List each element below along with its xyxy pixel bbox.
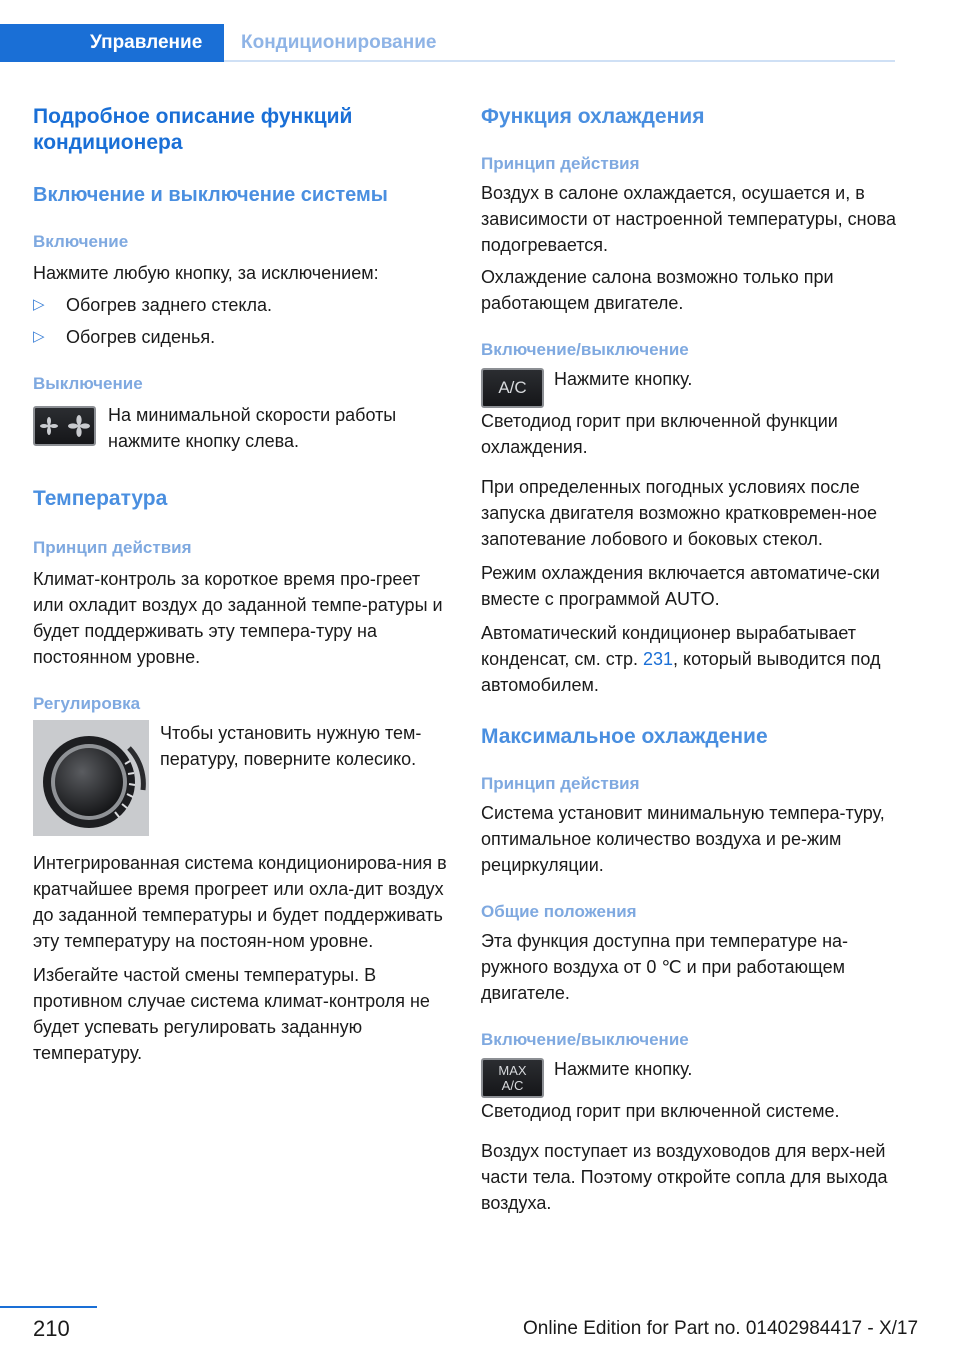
page-number: 210 <box>33 1316 70 1341</box>
condensate-text: Автоматический кондиционер вырабатывает конденсат, см. стр. 231, который выводится под автомобилем. <box>481 623 881 695</box>
ac-button-label: A/C <box>498 378 527 397</box>
integrated-text: Интегрированная система кондиционирова-ния в кратчайшее время прогреет или охла-дит воздух до заданной температуры и будет поддерживать эту температуру на постоян-ном уровне. <box>33 853 447 951</box>
header-divider <box>224 60 895 62</box>
max-ac-button-image <box>481 1058 544 1098</box>
section-tab[interactable]: Управление <box>0 24 224 62</box>
page-header <box>0 0 960 62</box>
avoid-text: Избегайте частой смены температуры. В противном случае система климат-контроля не будет успевать регулировать заданную температуру. <box>33 965 430 1063</box>
temp-heading: Температура <box>33 487 168 510</box>
adjust-heading: Регулировка <box>33 694 141 713</box>
max-onoff-heading: Включение/выключение <box>481 1030 689 1049</box>
air-text: Воздух поступает из воздуховодов для верх-ней части тела. Поэтому откройте сопла для выхода воздуха. <box>481 1141 888 1213</box>
triangle-bullet-icon: ▷ <box>33 328 45 345</box>
triangle-bullet-icon: ▷ <box>33 296 45 313</box>
cool-principle-text1: Воздух в салоне охлаждается, осушается и, в зависимости от настроенной температуры, снова подогревается. <box>481 183 896 255</box>
list-item: ▷ Обогрев сиденья. <box>33 324 448 350</box>
off-heading: Выключение <box>33 374 143 393</box>
general-text: Эта функция доступна при температуре на-ружного воздуха от 0 ℃ и при работающем двигателе. <box>481 931 849 1003</box>
max-press: Нажмите кнопку. <box>554 1059 693 1079</box>
max-principle-text: Система установит минимальную темпера-туру, оптимальное количество воздуха и ре-жим рециркуляции. <box>481 803 885 875</box>
temperature-knob-icon <box>33 720 149 836</box>
cool-led: Светодиод горит при включенной функции охлаждения. <box>481 411 838 457</box>
chapter-tab[interactable]: Кондиционирование <box>241 32 437 53</box>
temp-principle-heading: Принцип действия <box>33 538 192 557</box>
cool-principle-text2: Охлаждение салона возможно только при работающем двигателе. <box>481 267 834 313</box>
fan-off-button-image <box>33 406 96 446</box>
right-column <box>481 100 896 1216</box>
max-principle-heading: Принцип действия <box>481 774 640 793</box>
temperature-wheel-image <box>33 720 149 836</box>
cool-heading: Функция охлаждения <box>481 105 705 128</box>
temp-principle-text: Климат-контроль за короткое время про-греет или охладит воздух до заданной темпе-ратуры и будет поддерживать эту темпера-туру на постоянном уровне. <box>33 569 443 667</box>
max-heading: Максимальное охлаждение <box>481 725 768 748</box>
max-led: Светодиод горит при включенной системе. <box>481 1101 840 1121</box>
page-reference-link[interactable]: 231 <box>642 649 674 669</box>
list-item: ▷ Обогрев заднего стекла. <box>33 292 448 318</box>
section-title: Подробное описание функций кондиционера <box>33 105 353 154</box>
max-button-line2: A/C <box>501 1078 524 1093</box>
fog-text: При определенных погодных условиях после запуска двигателя возможно кратковремен-ное запотевание лобового и боковых стекол. <box>481 477 877 549</box>
adjust-text: Чтобы установить нужную тем-пературу, поверните колесико. <box>160 723 422 769</box>
ac-button-image <box>481 368 544 408</box>
max-ac-figure-row <box>481 1056 896 1098</box>
cool-onoff-heading: Включение/выключение <box>481 340 689 359</box>
max-button-line1: MAX <box>498 1063 527 1078</box>
edition-text: Online Edition for Part no. 01402984417 - X/17 <box>523 1318 919 1339</box>
on-text: Нажмите любую кнопку, за исключением: <box>33 263 379 283</box>
footer-divider <box>0 1306 97 1308</box>
onoff-heading: Включение и выключение системы <box>33 184 388 206</box>
auto-text: Режим охлаждения включается автоматиче-ски вместе с программой AUTO. <box>481 563 880 609</box>
cool-press: Нажмите кнопку. <box>554 369 693 389</box>
off-text: На минимальной скорости работы нажмите кнопку слева. <box>108 405 397 451</box>
cool-principle-heading: Принцип действия <box>481 154 640 173</box>
fan-large-icon <box>68 415 90 437</box>
fan-small-icon <box>39 416 59 436</box>
left-column <box>33 100 448 1066</box>
ac-figure-row <box>481 366 896 408</box>
general-heading: Общие положения <box>481 902 637 921</box>
on-heading: Включение <box>33 232 129 251</box>
adjust-figure-row <box>33 720 448 836</box>
off-figure-row <box>33 402 448 454</box>
